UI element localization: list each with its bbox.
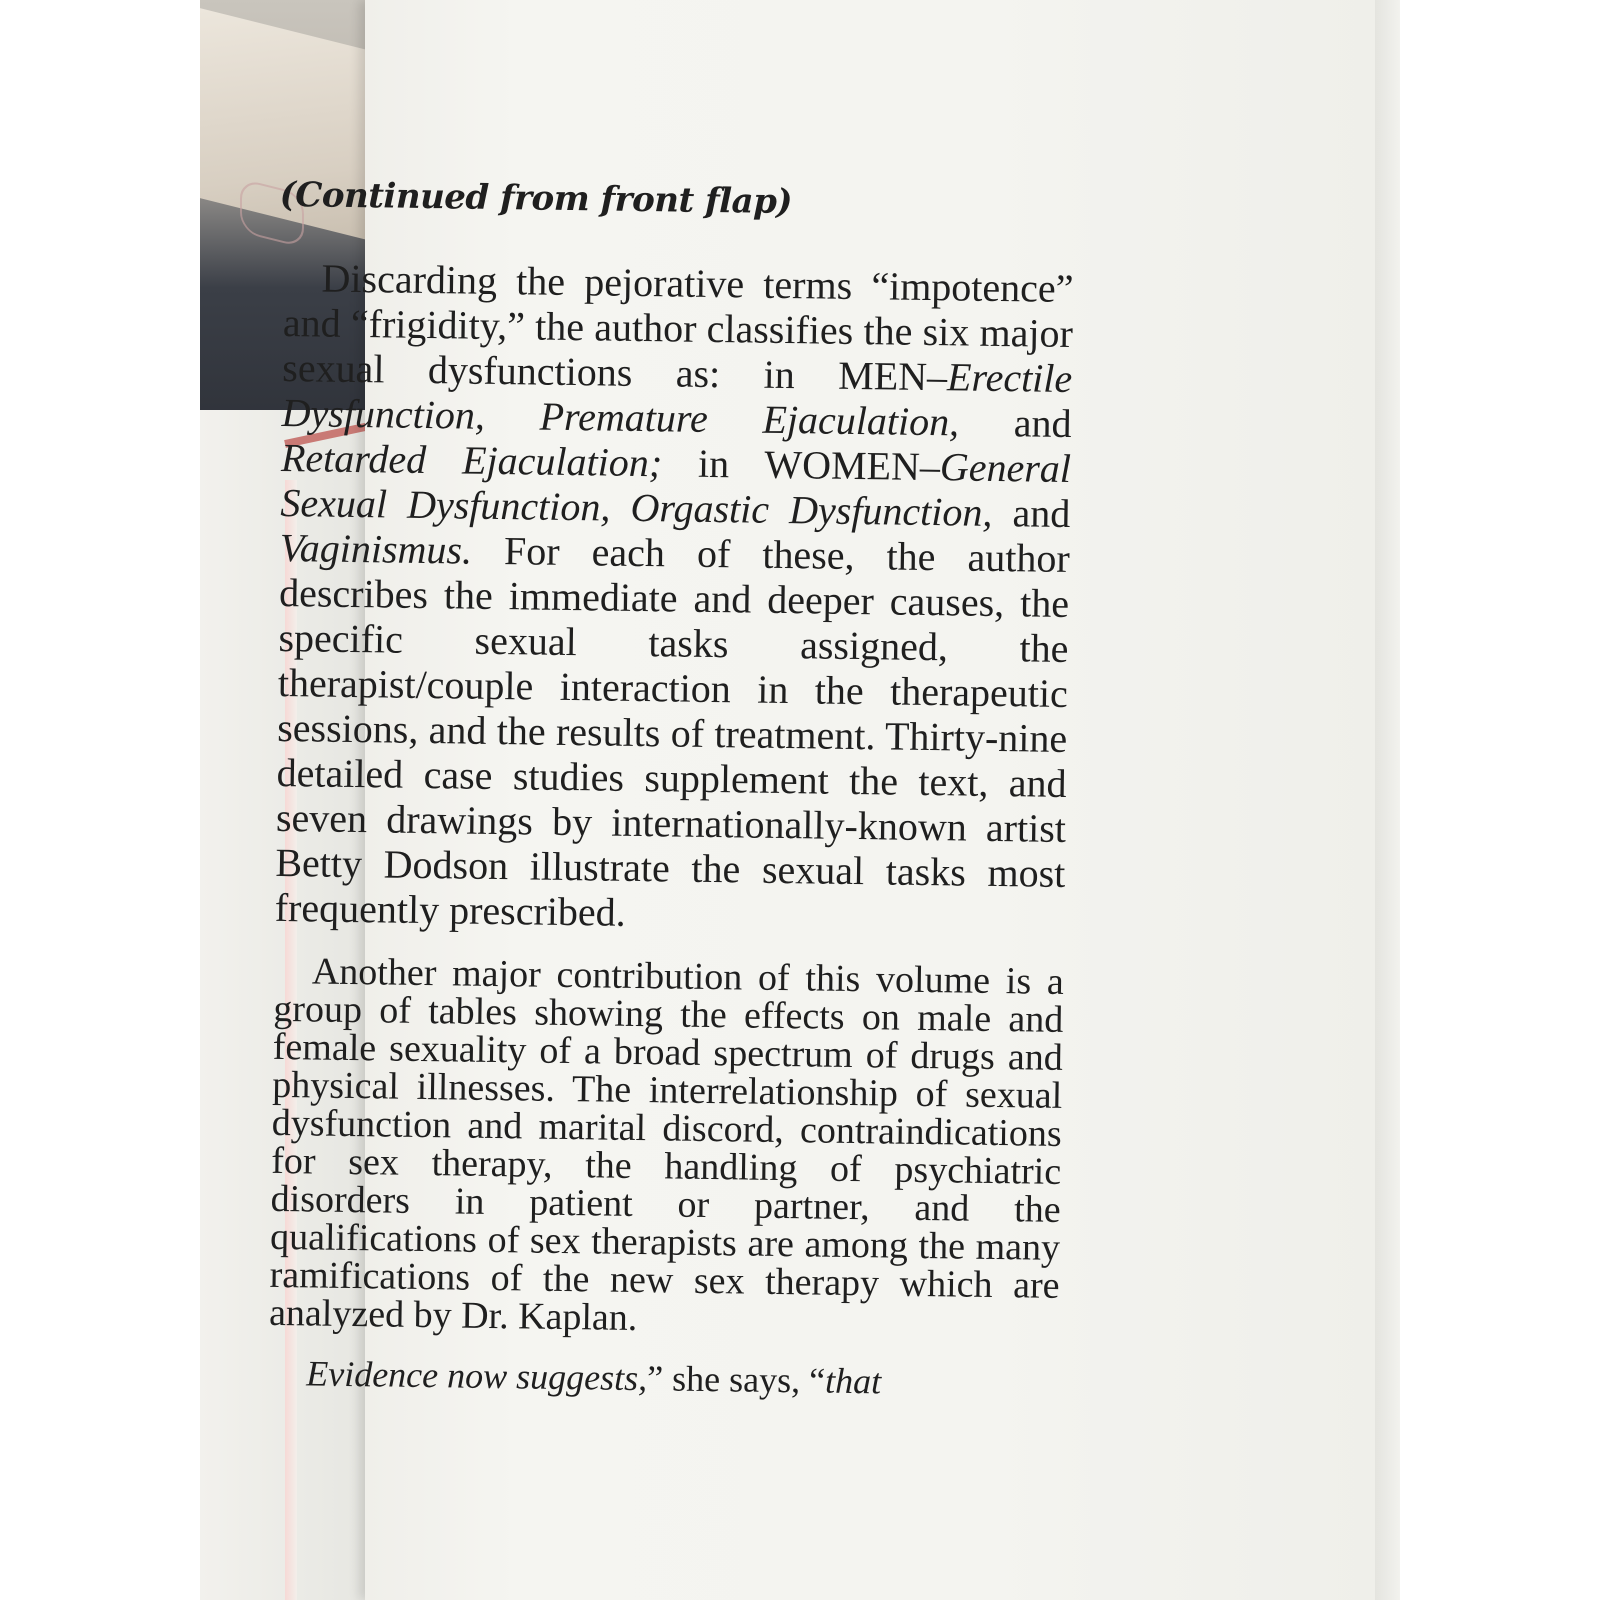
p1-text-a: Discarding the pejorative terms “impotence” and “frigidity,” the author classifies the six major sexual dysfunctions as: in MEN–: [281, 255, 1074, 400]
paragraph-evidence: [268, 1354, 1058, 1403]
p3-text-b: ” she says, “: [646, 1358, 826, 1401]
continued-note: (Continued from front flap): [279, 174, 793, 223]
flap-edge: [1375, 0, 1400, 1600]
p1-text-c: in WOMEN–: [661, 440, 941, 490]
p1-text-b: and: [958, 399, 1072, 447]
flap-text: [268, 175, 1075, 1425]
p1-vaginismus-term: Vaginismus.: [279, 524, 473, 573]
p1-retarded-term: Retarded Ejaculation;: [280, 434, 663, 486]
p1-text-e: For each of these, the author describes the immediate and deeper causes, the specific sexual tasks assigned, the therapist/couple interaction in the therapeutic sessions, and the results of treatment. Thirty-nine detailed case studies supplement the text, and seven drawings by internationally-known artist Betty Dodson illustrate the sexual tasks most frequently prescribed.: [274, 527, 1071, 935]
paragraph-tables: Another major contribution of this volume is a group of tables showing the effects on male and female sexuality of a broad spectrum of drugs and physical illnesses. The interrelationship of sexual dysfunction and marital discord, contraindications for sex therapy, the handling of psychiatric disorders in patient or partner, and the qualifications of sex therapists are among the many ramifications of the new sex therapy which are analyzed by Dr. Kaplan.: [268, 950, 1065, 1340]
paragraph-dysfunctions: [274, 255, 1073, 941]
p1-women-terms: General Sexual Dysfunction, Orgastic Dysfunction,: [280, 444, 1072, 535]
p3-italic-a: Evidence now suggests,: [305, 1353, 648, 1399]
p3-italic-b: that: [824, 1360, 882, 1402]
p1-text-d: and: [992, 489, 1071, 536]
p1-men-terms: Erectile Dysfunction, Premature Ejaculation,: [281, 354, 1073, 445]
